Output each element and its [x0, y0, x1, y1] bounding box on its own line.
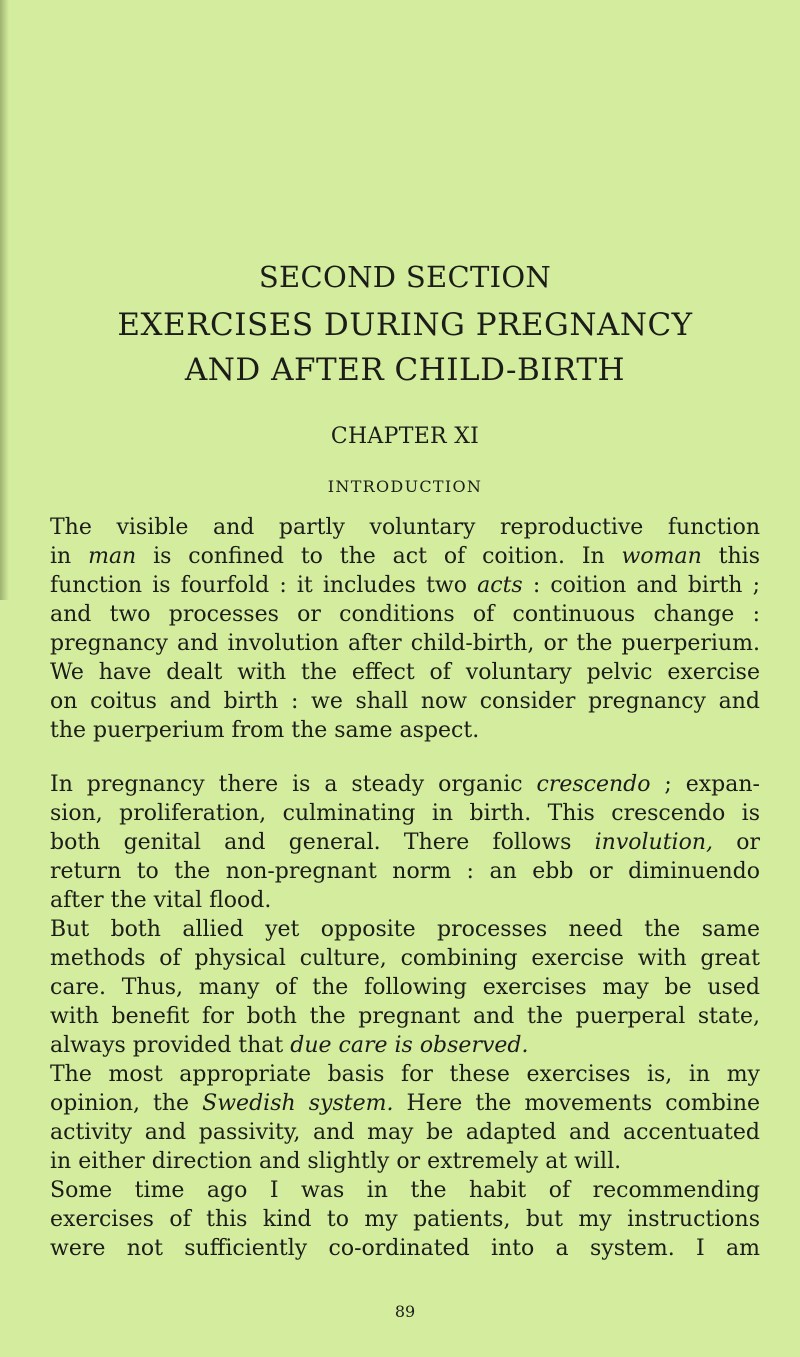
text-line [50, 571, 760, 601]
chapter-heading: CHAPTER XI [330, 424, 480, 449]
text-line: with benefit for both the pregnant and the puerperal state, [50, 1004, 760, 1029]
italic-text: due care is observed. [290, 1033, 529, 1058]
section-title-line-2: AND AFTER CHILD-BIRTH [184, 352, 626, 388]
book-page [50, 0, 760, 1357]
text-line: Some time ago I was in the habit of recommending [50, 1178, 760, 1203]
text-line: sion, proliferation, culminating in birth. This crescendo is [50, 801, 760, 826]
text-line: on coitus and birth : we shall now consider pregnancy and [50, 689, 760, 714]
text-span: both genital and general. There follows [50, 830, 595, 855]
text-span: this [701, 544, 760, 569]
text-line: But both allied yet opposite processes need the same [50, 917, 760, 942]
text-line: in either direction and slightly or extremely at will. [50, 1149, 622, 1174]
text-span: is confined to the act of coition. In [136, 544, 622, 569]
page-number: 89 [394, 1302, 416, 1321]
chapter-subtitle: INTRODUCTION [327, 477, 483, 496]
italic-text: acts [477, 573, 523, 598]
text-line [50, 1089, 760, 1119]
text-line: were not sufficiently co-ordinated into a system. I am [50, 1236, 760, 1261]
text-span: Here the movements combine [393, 1091, 761, 1116]
text-span: visible and partly voluntary reproductive function [91, 515, 760, 540]
italic-text: Swedish system. [202, 1091, 394, 1116]
lead-word: The [50, 515, 92, 540]
italic-text: man [88, 544, 137, 569]
text-line: pregnancy and involution after child-birth, or the puerperium. [50, 631, 760, 656]
text-span: in [50, 544, 89, 569]
text-line: The most appropriate basis for these exercises is, in my [50, 1062, 760, 1087]
text-span: function is fourfold : it includes two [50, 573, 478, 598]
page-gutter-shadow [0, 0, 9, 600]
text-line: We have dealt with the effect of voluntary pelvic exercise [50, 660, 760, 685]
text-line [50, 770, 760, 800]
text-span: always provided that [50, 1033, 291, 1058]
text-line [50, 542, 760, 572]
text-line: exercises of this kind to my patients, but my instructions [50, 1207, 760, 1232]
text-line [50, 828, 760, 858]
text-line [50, 513, 760, 543]
text-span: : coition and birth ; [522, 573, 760, 598]
italic-text: involution, [594, 830, 713, 855]
text-line: the puerperium from the same aspect. [50, 718, 480, 743]
text-span: ; expan- [650, 772, 760, 797]
text-line: care. Thus, many of the following exercises may be used [50, 975, 760, 1000]
section-title-line-1: EXERCISES DURING PREGNANCY [117, 307, 693, 343]
italic-text: crescendo [536, 772, 651, 797]
text-line: methods of physical culture, combining exercise with great [50, 946, 760, 971]
text-line: and two processes or conditions of continuous change : [50, 602, 760, 627]
section-label: SECOND SECTION [258, 260, 552, 294]
text-line: after the vital flood. [50, 888, 272, 913]
text-span: opinion, the [50, 1091, 203, 1116]
text-line: activity and passivity, and may be adapted and accentuated [50, 1120, 760, 1145]
text-line: return to the non-pregnant norm : an ebb or diminuendo [50, 859, 760, 884]
text-span: In pregnancy there is a steady organic [50, 772, 537, 797]
text-line [50, 1031, 760, 1061]
italic-text: woman [621, 544, 702, 569]
text-span: or [712, 830, 760, 855]
